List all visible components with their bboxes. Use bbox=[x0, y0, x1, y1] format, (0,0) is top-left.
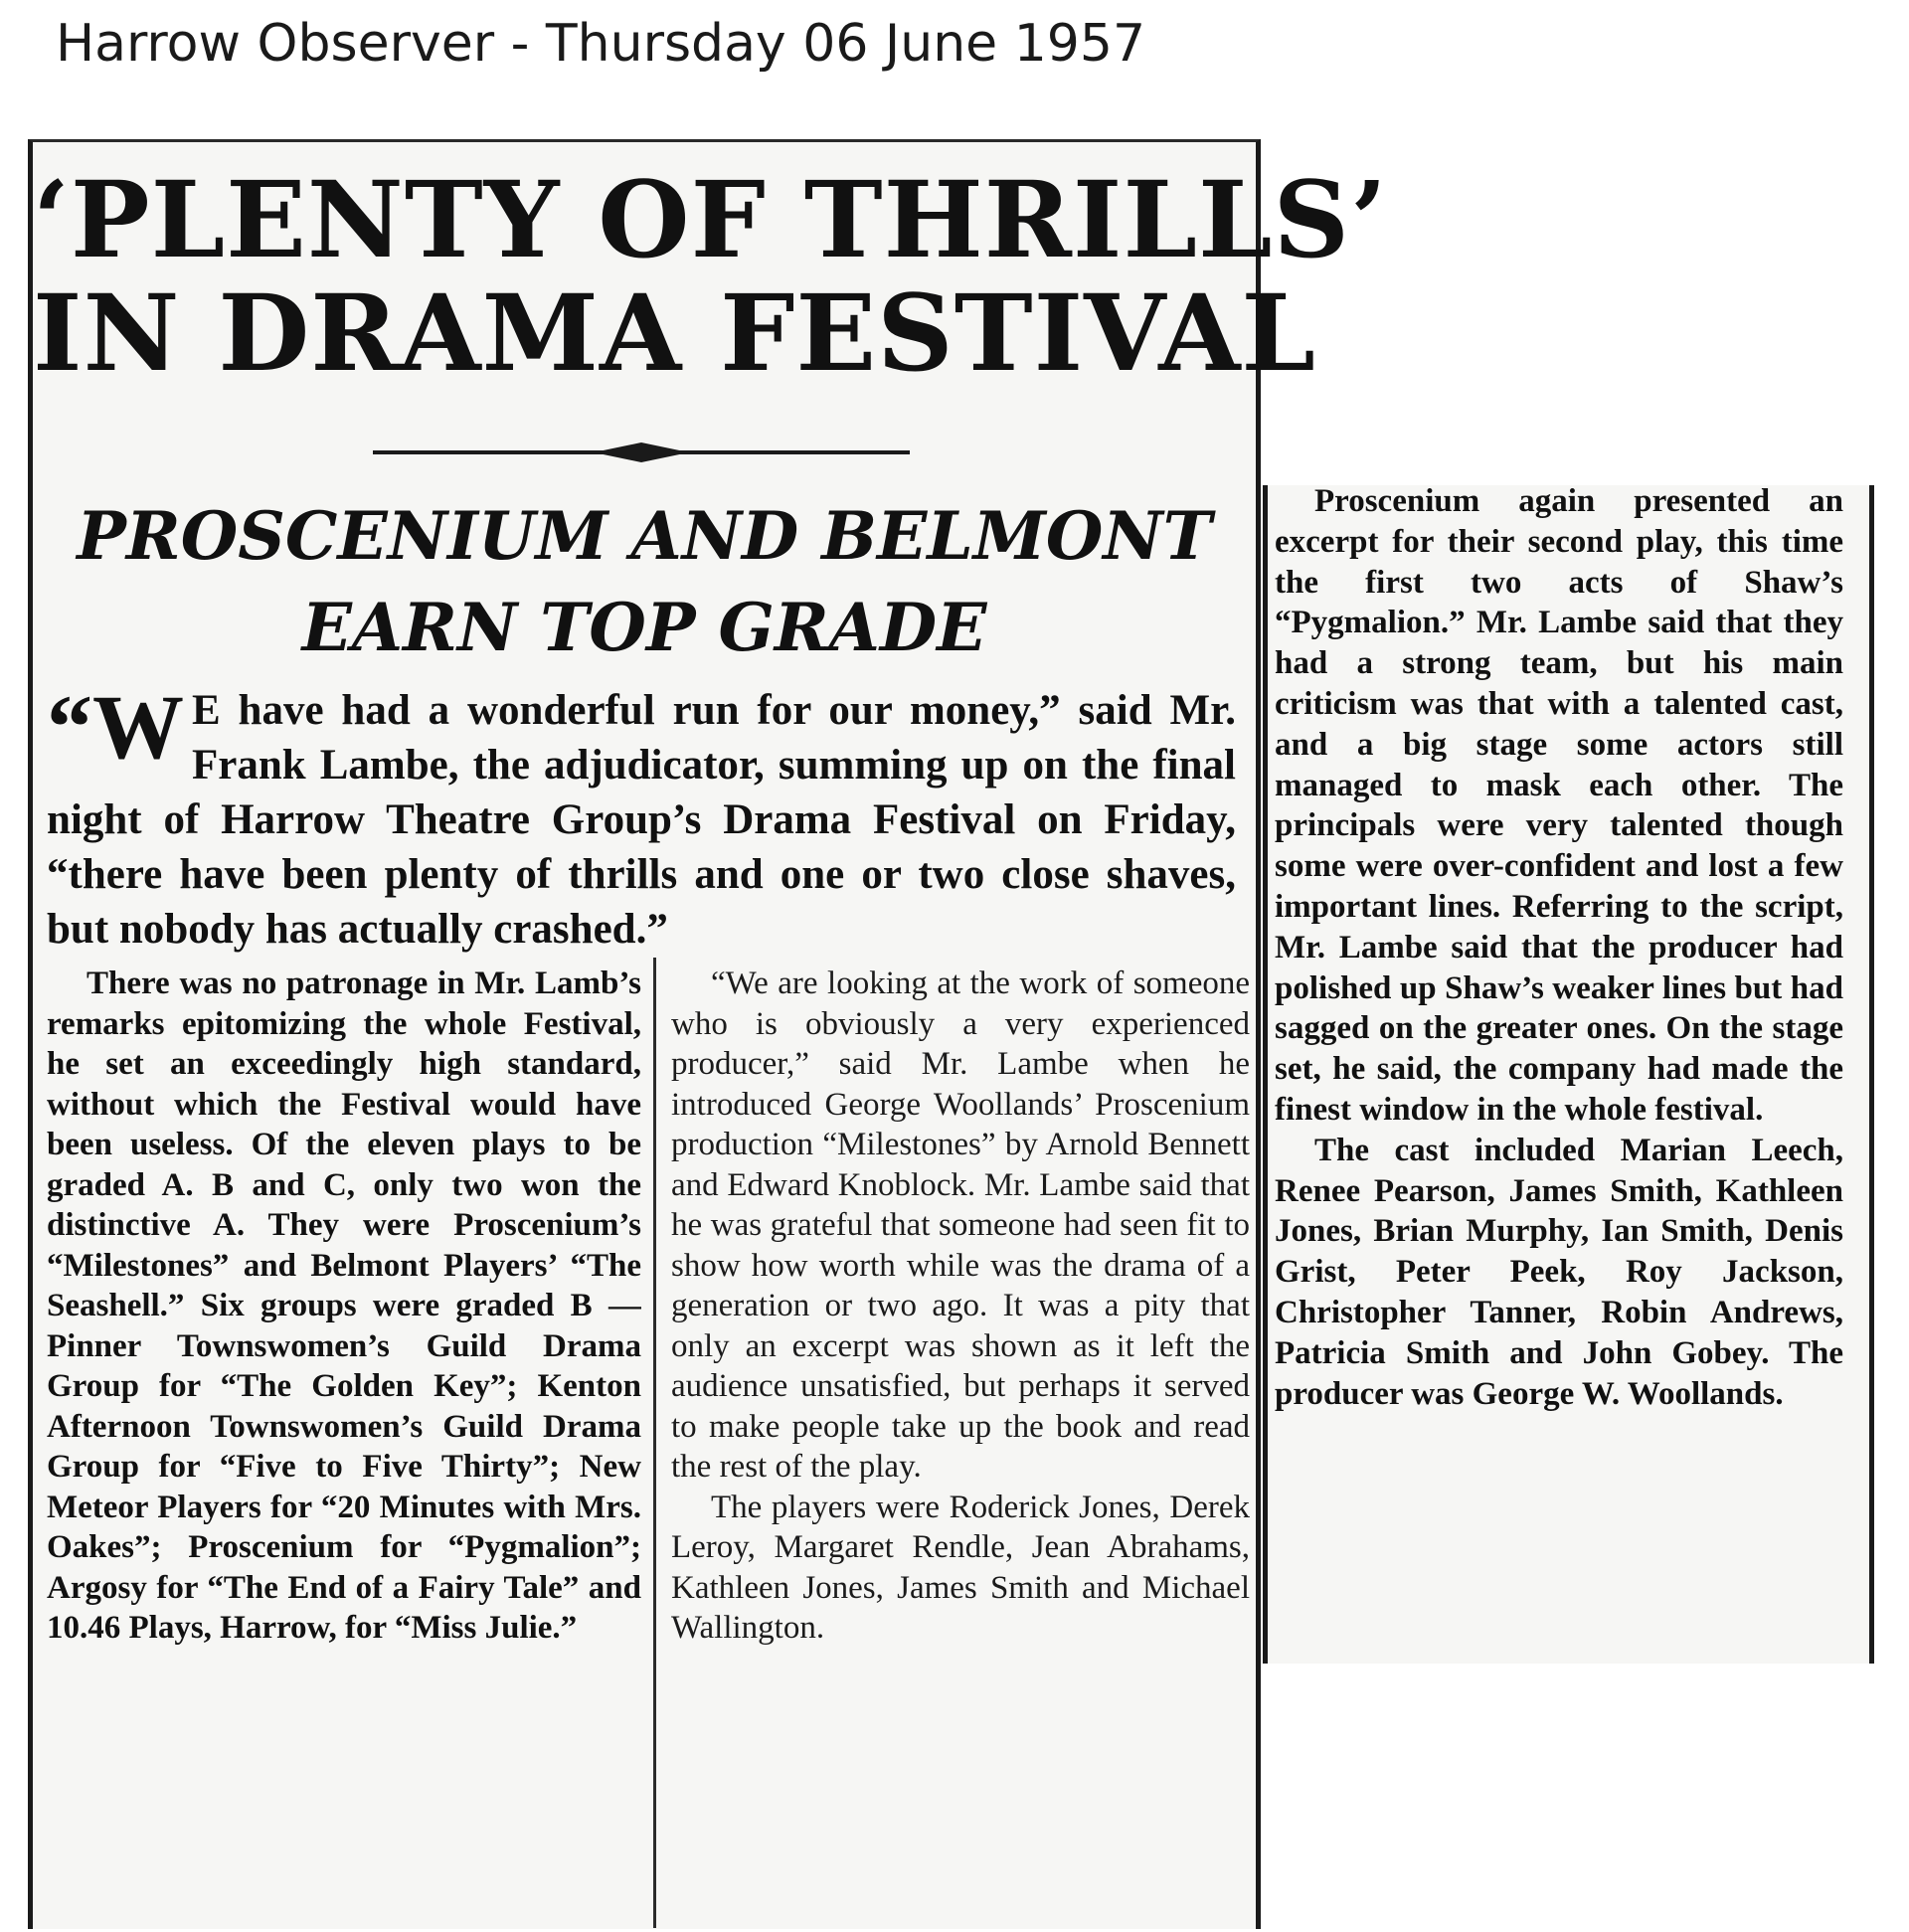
article-column-1 bbox=[47, 964, 641, 1918]
column-3-paragraph-1: Proscenium again presented an excerpt for their second play, this time the first two acts of Shaw’s “Pygmalion.” Mr. Lambe said that they had a strong team, but his main criticism was that with a talented cast, and a big stage some actors still managed to mask each other. The principals were very talented though some were over-confident and lost a few important lines. Referring to the script, Mr. Lambe said that the producer had polished up Shaw’s weaker lines but had sagged on the greater ones. On the stage set, he said, the company had made the finest window in the whole festival. bbox=[1275, 483, 1843, 1128]
column-1-paragraph-1: There was no patronage in Mr. Lamb’s remarks epitomizing the whole Festival, he set an exceedingly high standard, without which the Festival would have been useless. Of the eleven plays to be graded A. B and C, only two won the distinctive A. They were Proscenium’s “Milestones” and Belmont Players’ “The Seashell.” Six groups were graded B — Pinner Townswomen’s Guild Drama Group for “The Golden Key”; Kenton Afternoon Townswomen’s Guild Drama Group for “Five to Five Thirty”; New Meteor Players for “20 Minutes with Mrs. Oakes”; Proscenium for “Pygmalion”; Argosy for “The End of a Fairy Tale” and 10.46 Plays, Harrow, for “Miss Julie.” bbox=[47, 966, 641, 1646]
headline-line-2: IN DRAMA FESTIVAL bbox=[33, 270, 1316, 395]
subheadline-line-2: EARN TOP GRADE bbox=[301, 589, 987, 666]
page-caption: Harrow Observer - Thursday 06 June 1957 bbox=[56, 14, 1146, 74]
ornamental-rule bbox=[373, 440, 910, 464]
headline-line-1: ‘PLENTY OF THRILLS’ bbox=[33, 157, 1388, 281]
lead-text: E have had a wonderful run for our money,” said Mr. Frank Lambe, the adjudicator, summing up on the final night of Harrow Theatre Group’s Drama Festival on Friday, “there have been plenty of thrills and one or two close shaves, but nobody has actually crashed.” bbox=[47, 687, 1236, 953]
article-column-3 bbox=[1275, 481, 1843, 1414]
column-2-paragraph-2: The players were Roderick Jones, Derek Leroy, Margaret Rendle, Jean Abrahams, Kathleen Jones, James Smith and Michael Wallington. bbox=[671, 1489, 1250, 1646]
drop-cap: “W bbox=[47, 676, 184, 778]
subheadline-line-1: PROSCENIUM AND BELMONT bbox=[77, 497, 1212, 575]
column-2-paragraph-1: “We are looking at the work of someone who is obviously a very experienced producer,” said Mr. Lambe when he introduced George Woollands’ Proscenium production “Milestones” by Arnold Bennett and Edward Knoblock. Mr. Lambe said that he was grateful that someone had seen fit to show how worth while was the drama of a generation or two ago. It was a pity that only an excerpt was shown as it left the audience unsatisfied, but perhaps it served to make people take up the book and read the rest of the play. bbox=[671, 966, 1250, 1485]
column-divider bbox=[653, 958, 656, 1928]
newspaper-clipping-main bbox=[28, 139, 1388, 1929]
article-column-2 bbox=[671, 964, 1250, 1649]
column-3-paragraph-2: The cast included Marian Leech, Renee Pearson, James Smith, Kathleen Jones, Brian Murphy, Ian Smith, Denis Grist, Peter Peek, Roy Jackson, Christopher Tanner, Robin Andrews, Patricia Smith and John Gobey. The producer was George W. Woollands. bbox=[1275, 1132, 1843, 1412]
lead-paragraph bbox=[47, 676, 1236, 957]
